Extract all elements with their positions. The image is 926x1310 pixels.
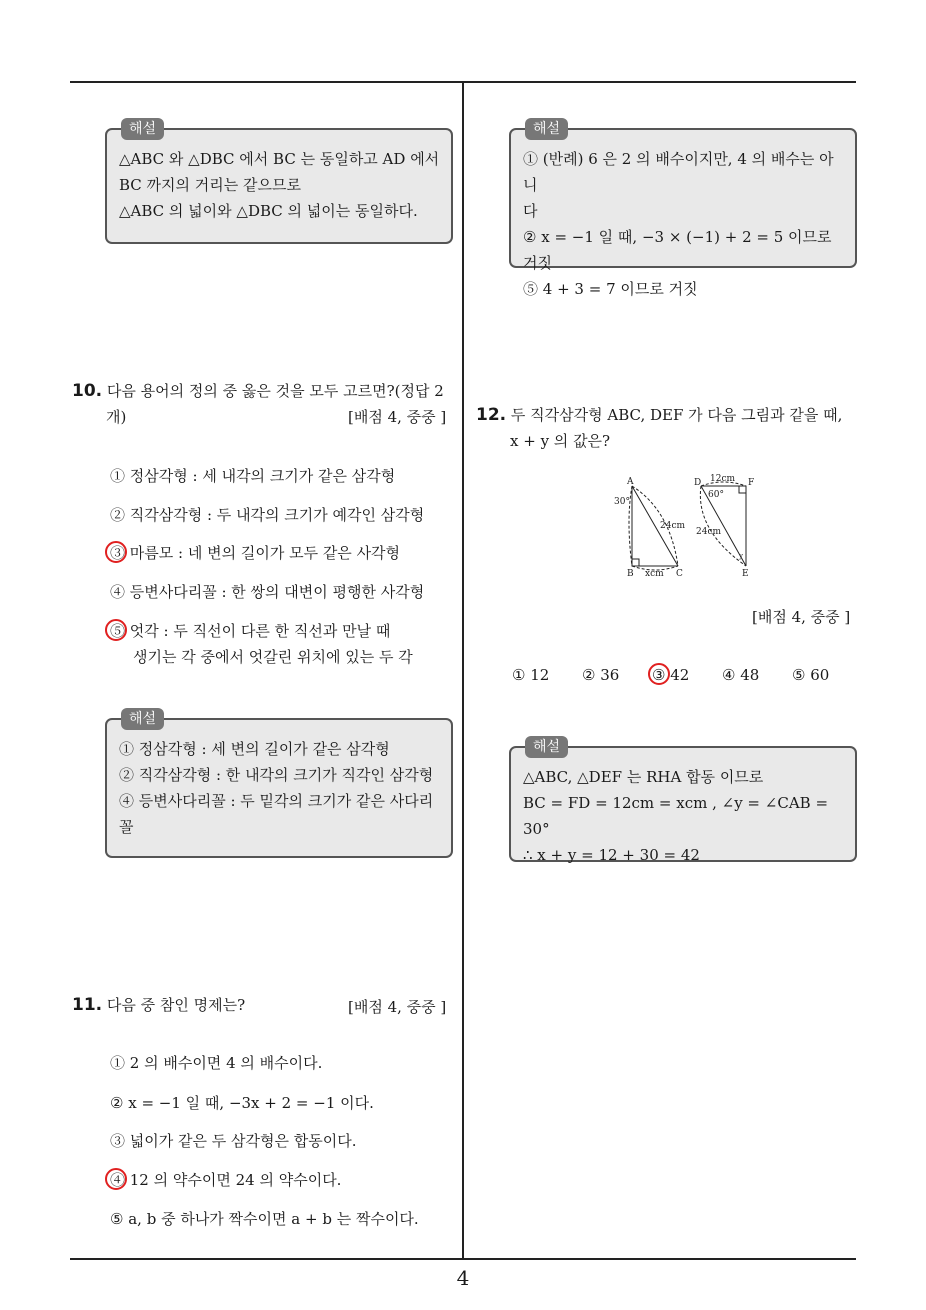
right-explanation-box-1 [509, 121, 857, 298]
explanation-line: ∴ x + y = 12 + 30 = 42 [523, 846, 700, 864]
page-number: 4 [456, 1266, 470, 1290]
label-len-bc: xcm [645, 569, 664, 579]
option-5[interactable]: ⑤ a, b 중 하나가 짝수이면 a + b 는 짝수이다. [110, 1210, 419, 1228]
answer-mark-circle [105, 541, 127, 563]
label-d: D [694, 478, 702, 488]
explanation-line: ② x = −1 일 때, −3 × (−1) + 2 = 5 이므로 거짓 [523, 228, 832, 272]
option-2[interactable]: ② 직각삼각형 : 두 내각의 크기가 예각인 삼각형 [110, 506, 425, 524]
explanation-tag: 해설 [525, 118, 568, 140]
option-5[interactable]: ⑤ 엇각 : 두 직선이 다른 한 직선과 만날 때 [110, 622, 391, 640]
explanation-tag: 해설 [121, 708, 164, 730]
explanation-line: BC 까지의 거리는 같으므로 [119, 176, 301, 194]
label-c: C [676, 569, 683, 579]
question-number: 12. [476, 405, 507, 425]
label-angle-e: y [739, 552, 743, 560]
option-1[interactable]: ① 2 의 배수이면 4 의 배수이다. [110, 1054, 323, 1072]
answer-mark-circle [105, 619, 127, 641]
explanation-line: ④ 등변사다리꼴 : 두 밑각의 크기가 같은 사다리 [119, 792, 434, 810]
question-number: 10. [72, 381, 103, 401]
explanation-line: ① (반례) 6 은 2 의 배수이지만, 4 의 배수는 아니 [523, 150, 834, 194]
label-len-df: 12cm [710, 474, 736, 484]
bottom-rule [70, 1258, 856, 1260]
question-text: x + y 의 값은? [510, 432, 611, 450]
question-text: 두 직각삼각형 ABC, DEF 가 다음 그림과 같을 때, [510, 406, 843, 424]
question-text: 다음 용어의 정의 중 옳은 것을 모두 고르면?(정답 2 [106, 382, 444, 400]
explanation-line: ⑤ 4 + 3 = 7 이므로 거짓 [523, 280, 698, 298]
explanation-line: ① 정삼각형 : 세 변의 길이가 같은 삼각형 [119, 740, 390, 758]
question-11 [72, 992, 245, 1018]
column-divider [462, 83, 464, 1260]
explanation-line: 다 [523, 202, 538, 220]
option-5-continued: 생기는 각 중에서 엇갈린 위치에 있는 두 각 [133, 648, 413, 666]
score-label: [배점 4, 중중 ] [348, 408, 447, 426]
option-1[interactable]: ① 12 [512, 666, 550, 684]
answer-mark-circle [648, 663, 670, 685]
option-3[interactable]: ③ 마름모 : 네 변의 길이가 모두 같은 사각형 [110, 544, 401, 562]
triangle-figure [600, 470, 770, 582]
right-explanation-box-2 [509, 739, 857, 864]
question-text: 다음 중 참인 명제는? [106, 996, 246, 1014]
label-a: A [627, 477, 634, 487]
option-1[interactable]: ① 정삼각형 : 세 내각의 크기가 같은 삼각형 [110, 467, 396, 485]
answer-mark-circle [105, 1168, 127, 1190]
score-label: [배점 4, 중중 ] [348, 998, 447, 1016]
explanation-tag: 해설 [121, 118, 164, 140]
label-angle-d: 60° [708, 490, 724, 500]
option-5[interactable]: ⑤ 60 [792, 666, 830, 684]
option-4[interactable]: ④ 등변사다리꼴 : 한 쌍의 대변이 평행한 사각형 [110, 583, 425, 601]
explanation-line: 꼴 [119, 818, 134, 836]
label-f: F [748, 478, 755, 488]
explanation-line: BC = FD = 12cm = xcm , ∠y = ∠CAB = 30° [523, 794, 829, 838]
question-12 [476, 402, 861, 454]
score-label: [배점 4, 중중 ] [752, 608, 851, 626]
option-3[interactable]: ③ 42 [652, 666, 690, 684]
left-explanation-box-1 [105, 121, 453, 244]
label-len-de: 24cm [696, 527, 722, 537]
option-4[interactable]: ④ 48 [722, 666, 760, 684]
option-2[interactable]: ② x = −1 일 때, −3x + 2 = −1 이다. [110, 1094, 374, 1112]
label-b: B [627, 569, 634, 579]
explanation-line: ② 직각삼각형 : 한 내각의 크기가 직각인 삼각형 [119, 766, 434, 784]
label-len-ac: 24cm [660, 521, 686, 531]
explanation-line: △ABC 의 넓이와 △DBC 의 넓이는 동일하다. [119, 202, 418, 220]
label-angle-a: 30° [614, 497, 630, 507]
explanation-line: △ABC 와 △DBC 에서 BC 는 동일하고 AD 에서 [119, 150, 440, 168]
option-3[interactable]: ③ 넓이가 같은 두 삼각형은 합동이다. [110, 1132, 357, 1150]
label-e: E [742, 569, 749, 579]
left-explanation-box-2 [105, 711, 453, 858]
question-text: 개) [106, 408, 127, 426]
explanation-line: △ABC, △DEF 는 RHA 합동 이므로 [523, 768, 764, 786]
option-2[interactable]: ② 36 [582, 666, 620, 684]
explanation-tag: 해설 [525, 736, 568, 758]
question-number: 11. [72, 995, 103, 1015]
option-4[interactable]: ④ 12 의 약수이면 24 의 약수이다. [110, 1171, 342, 1189]
